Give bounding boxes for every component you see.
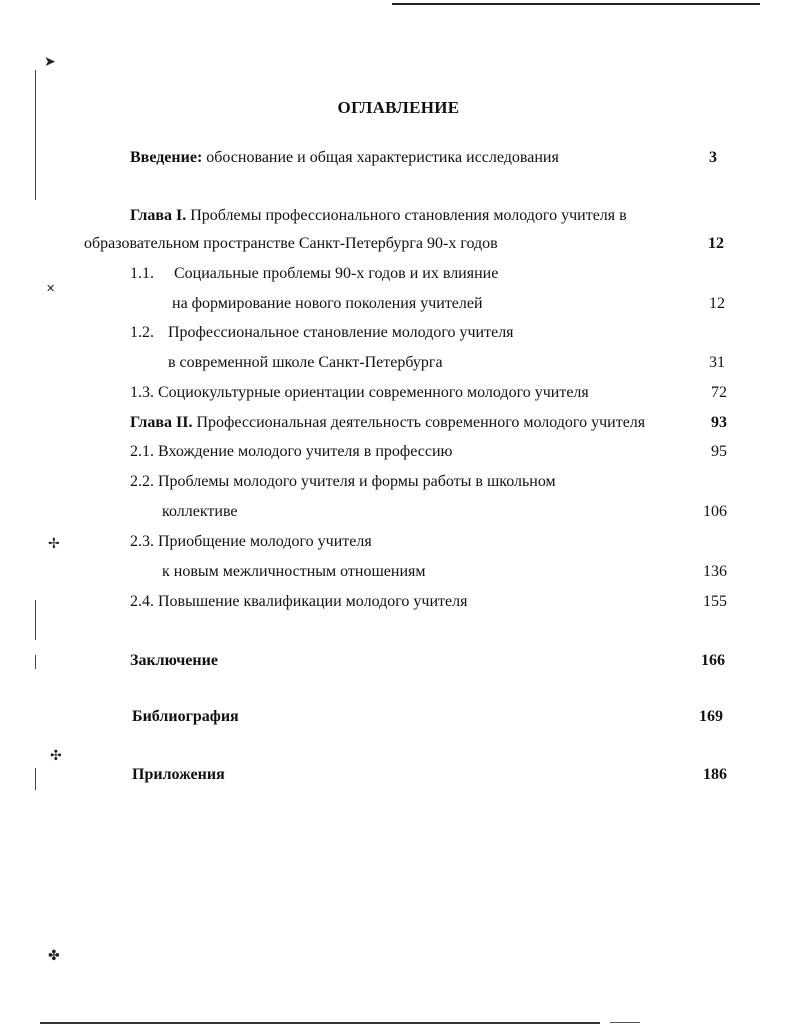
toc-section-2-2-line1: 2.2. Проблемы молодого учителя и формы работы в школьном [130, 473, 556, 490]
toc-section-1-2-page: 31 [709, 354, 725, 371]
toc-chapter1-text-line1: Проблемы профессионального становления молодого учителя в [186, 207, 627, 224]
toc-chapter2-page: 93 [711, 414, 727, 431]
scan-top-rule [392, 3, 760, 5]
scan-speck-mark: ✢ [48, 536, 60, 552]
toc-section-1-3-text: 1.3. Социокультурные ориентации современного молодого учителя [130, 384, 589, 401]
toc-chapter1-label: Глава I. [130, 207, 187, 224]
scan-margin-line [35, 600, 36, 640]
toc-entry-chapter2 [130, 413, 645, 433]
toc-section-2-4-text: 2.4. Повышение квалификации молодого учителя [130, 593, 468, 610]
toc-section-2-4-page: 155 [703, 593, 727, 610]
scan-bottom-rule [40, 1022, 600, 1024]
toc-entry-chapter1 [130, 206, 627, 226]
toc-title: ОГЛАВЛЕНИЕ [337, 98, 460, 117]
scan-speck-mark: ➤ [44, 54, 56, 70]
scan-speck-mark: ✤ [48, 948, 60, 964]
toc-section-1-1-line2: на формирование нового поколения учителей [172, 295, 483, 312]
toc-bibliography-label: Библиография [132, 708, 239, 725]
toc-intro-label: Введение: [130, 149, 203, 166]
toc-section-2-2-page: 106 [703, 503, 727, 520]
toc-appendices-page: 186 [703, 766, 727, 783]
toc-section-2-3-line2: к новым межличностным отношениям [162, 563, 426, 580]
scan-speck-mark: ✣ [50, 748, 62, 764]
toc-section-1-3-page: 72 [711, 384, 727, 401]
toc-section-1-2-line1: Профессиональное становление молодого учителя [168, 324, 514, 341]
scan-margin-line [35, 655, 36, 669]
toc-intro-page: 3 [709, 149, 717, 166]
toc-section-1-2-line2: в современной школе Санкт-Петербурга [168, 354, 443, 371]
scan-margin-line [35, 768, 36, 790]
toc-section-2-1-text: 2.1. Вхождение молодого учителя в профессию [130, 443, 453, 460]
toc-entry-introduction [130, 148, 559, 168]
scan-bottom-rule-fragment [610, 1022, 640, 1023]
toc-section-2-1-page: 95 [711, 443, 727, 460]
toc-section-2-3-line1: 2.3. Приобщение молодого учителя [130, 533, 372, 550]
toc-chapter1-text-line2: образовательном пространстве Санкт-Петербурга 90-х годов [84, 235, 498, 252]
toc-section-1-1-line1: Социальные проблемы 90-х годов и их влияние [174, 265, 499, 282]
toc-chapter1-page: 12 [708, 235, 724, 252]
toc-conclusion-label: Заключение [130, 652, 218, 669]
toc-intro-text: обоснование и общая характеристика исследования [202, 149, 559, 166]
toc-chapter2-label: Глава II. [130, 414, 193, 431]
scan-speck-mark: ✕ [46, 282, 56, 295]
toc-section-2-3-page: 136 [703, 563, 727, 580]
scan-margin-line [35, 70, 36, 200]
toc-conclusion-page: 166 [701, 652, 725, 669]
toc-section-2-2-line2: коллективе [162, 503, 238, 520]
toc-section-1-2-number: 1.2. [130, 324, 154, 341]
toc-bibliography-page: 169 [699, 708, 723, 725]
toc-chapter2-text: Профессиональная деятельность современного молодого учителя [192, 414, 646, 431]
toc-section-1-1-number: 1.1. [130, 265, 154, 282]
toc-appendices-label: Приложения [132, 766, 225, 783]
toc-section-1-1-page: 12 [709, 295, 725, 312]
